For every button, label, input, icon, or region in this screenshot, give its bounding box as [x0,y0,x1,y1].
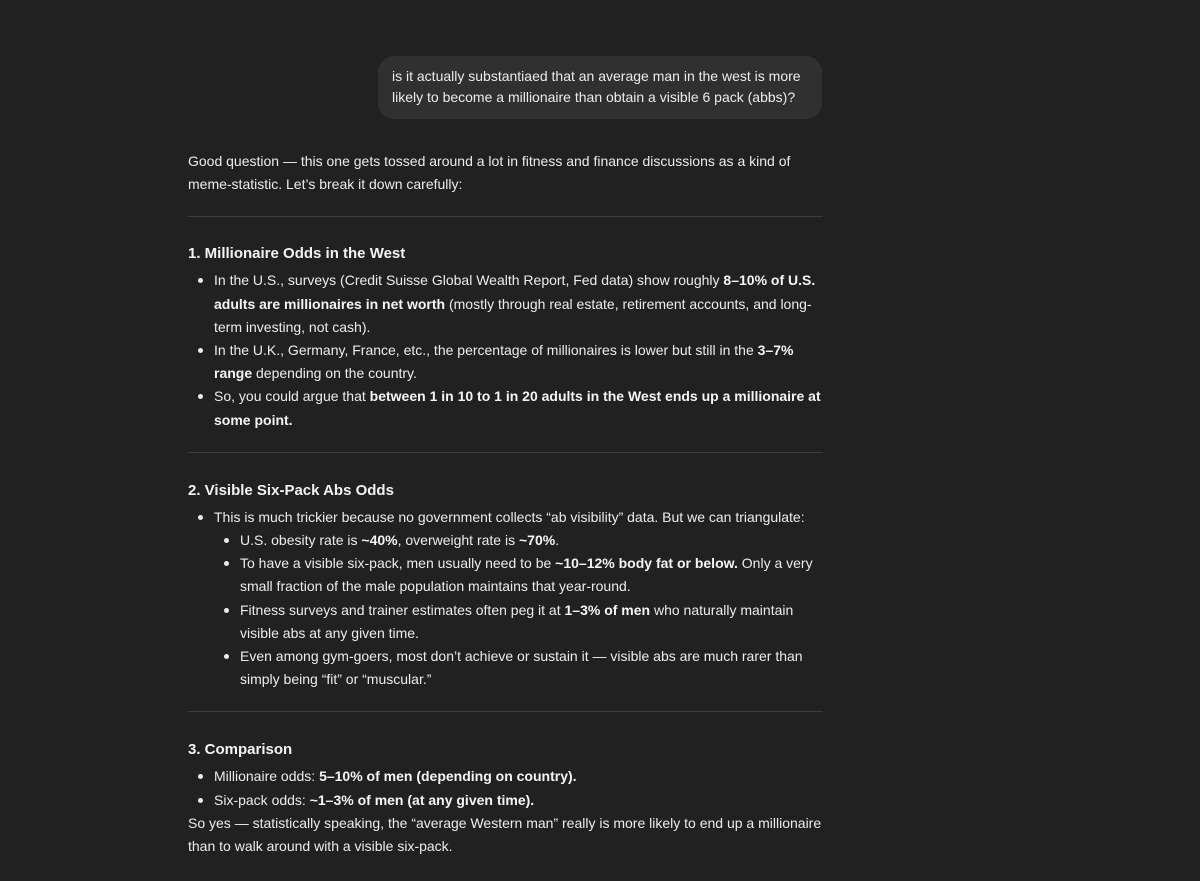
section-millionaire-odds [188,242,828,431]
assistant-intro: Good question — this one gets tossed around a lot in fitness and finance discussions as a kind of meme-statistic. Let’s break it down carefully: [188,153,791,193]
list-item: This is much trickier because no government collects “ab visibility” data. But we can triangulate: U.S. obesity rate is ~40%, overweight rate is ~70%. To have a visible six-pack, men usually need to be ~10–12% body fat or below. Only a very small fraction of the male population maintains that year-round. Fitness surveys and trainer estimates often peg it at 1–3% of men who naturally maintain visible abs at any given time. Even among gym-goers, most don’t achieve or sustain it — visible abs are much rarer than simply being “fit” or “muscular.” [214,506,828,692]
assistant-message [188,150,828,858]
list-item: In the U.K., Germany, France, etc., the percentage of millionaires is lower but still in the 3–7% range depending on the country. [214,339,828,385]
user-message-text: is it actually substantiaed that an average man in the west is more likely to become a millionaire than obtain a visible 6 pack (abbs)? [392,68,801,105]
section-divider [188,711,823,712]
list-item: Fitness surveys and trainer estimates often peg it at 1–3% of men who naturally maintain visible abs at any given time. [240,599,828,645]
section-divider [188,452,823,453]
section-heading: 1. Millionaire Odds in the West [188,245,406,263]
nested-bullet-list [214,529,828,691]
list-item: Millionaire odds: 5–10% of men (depending on country). [214,765,828,788]
bullet-list [188,765,828,811]
section-comparison [188,738,828,858]
list-item: Six-pack odds: ~1–3% of men (at any given time). [214,789,828,812]
section-heading: 2. Visible Six-Pack Abs Odds [188,481,394,499]
list-item: To have a visible six-pack, men usually need to be ~10–12% body fat or below. Only a very small fraction of the male population maintains that year-round. [240,552,828,598]
bullet-list [188,269,828,431]
user-message-bubble [378,56,822,119]
list-item: Even among gym-goers, most don’t achieve or sustain it — visible abs are much rarer than simply being “fit” or “muscular.” [240,645,828,691]
closing-paragraph: So yes — statistically speaking, the “average Western man” really is more likely to end up a millionaire than to walk around with a visible six-pack. [188,814,822,855]
list-item: U.S. obesity rate is ~40%, overweight rate is ~70%. [240,529,828,552]
list-item: In the U.S., surveys (Credit Suisse Global Wealth Report, Fed data) show roughly 8–10% of U.S. adults are millionaires in net worth (mostly through real estate, retirement accounts, and long-term investing, not cash). [214,269,828,339]
section-six-pack-odds [188,479,828,692]
bullet-list [188,506,828,692]
section-divider [188,216,823,217]
section-heading: 3. Comparison [188,741,293,759]
list-item: So, you could argue that between 1 in 10 to 1 in 20 adults in the West ends up a millionaire at some point. [214,385,828,431]
